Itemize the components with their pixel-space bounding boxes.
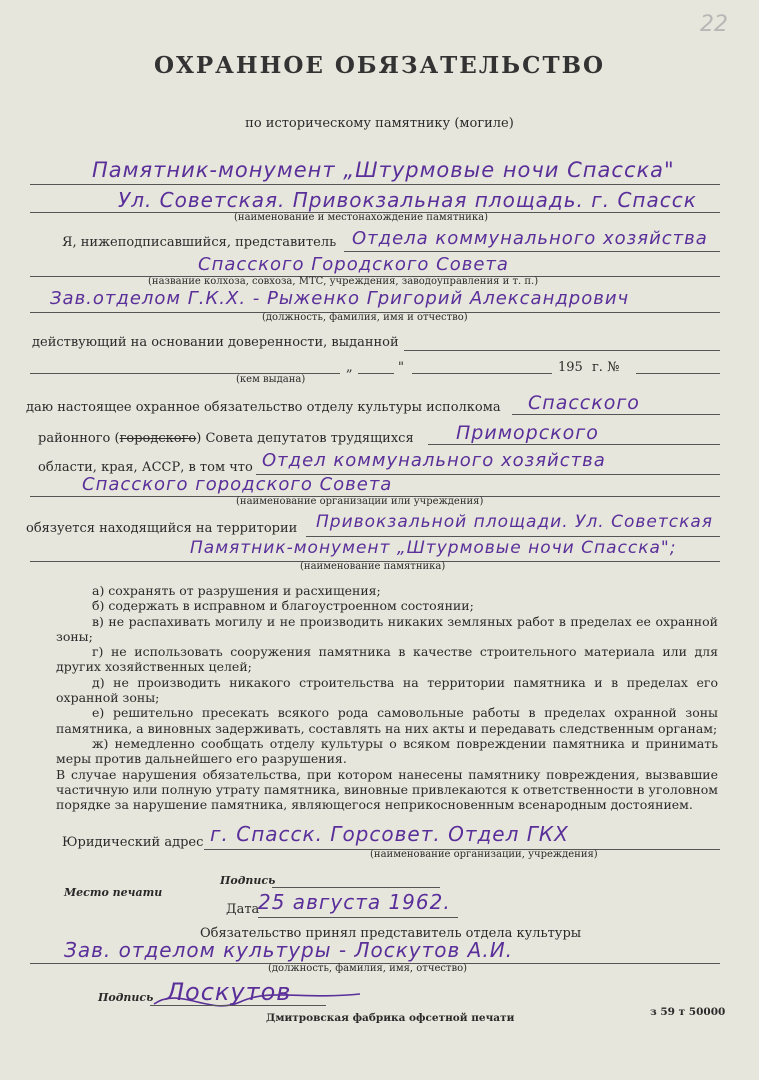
clause-v: в) не распахивать могилу и не производить никаких земляных работ в пределах ее охранной зоны; — [56, 613, 718, 644]
violation-paragraph: В случае нарушения обязательства, при котором нанесены памятнику повреждения, вызвавшие частичную или полную утрату памятника, виновные привлекаются к ответственности в уголовном порядке за нарушение памятника, являющегося неприкосновенным всенародным достоянием. — [56, 766, 718, 813]
stamp-place-label: Место печати — [64, 886, 163, 899]
commitment-district-line — [512, 414, 720, 415]
district-suffix: ) Совета депутатов трудящихся — [196, 431, 414, 446]
territory-caption: (наименование памятника) — [300, 561, 446, 572]
territory-line-1 — [306, 536, 720, 537]
proxy-quote-close: " — [398, 360, 404, 375]
document-subtitle: по историческому памятнику (могиле) — [245, 116, 514, 131]
footer-printer: Дмитровская фабрика офсетной печати — [266, 1012, 515, 1024]
representative-line-1 — [344, 251, 720, 252]
proxy-quote-open: „ — [346, 360, 353, 375]
commitment-line-3: области, края, АССР, в том что — [38, 460, 253, 475]
commitment-region-line — [428, 444, 720, 445]
representative-org-caption: (название колхоза, совхоза, МТС, учреждения, заводоуправления и т. п.) — [148, 276, 539, 287]
corner-number: 22 — [700, 12, 728, 37]
clause-d: д) не производить никакого строительства на территории памятника и в пределах его охранной зоны; — [56, 674, 718, 706]
accepted-signature-line — [150, 1005, 326, 1006]
document-title: ОХРАННОЕ ОБЯЗАТЕЛЬСТВО — [153, 52, 606, 79]
commitment-line-1: даю настоящее охранное обязательство отделу культуры исполкома — [26, 400, 501, 415]
proxy-line-day — [358, 373, 394, 374]
proxy-line-1 — [404, 350, 720, 351]
clause-e: е) решительно пресекать всякого рода самовольные работы в пределах охранной зоны памятника, а виновных задерживать, составлять на них акты и передавать следственным органам; — [56, 705, 718, 736]
clause-zh: ж) немедленно сообщать отделу культуры о всяком повреждении памятника и принимать меры против дальнейшего его разрушения. — [56, 735, 718, 767]
representative-org-2: Спасского Городского Совета — [198, 254, 509, 275]
proxy-label: действующий на основании доверенности, выданной — [32, 335, 399, 350]
clause-a: а) сохранять от разрушения и расхищения; — [92, 583, 381, 598]
legal-address-caption: (наименование организации, учреждения) — [370, 849, 598, 860]
clause-b: б) содержать в исправном и благоустроенном состоянии; — [92, 598, 474, 614]
legal-address-label: Юридический адрес — [62, 835, 204, 850]
legal-address-value: г. Спасск. Горсовет. Отдел ГКХ — [210, 822, 569, 846]
accepted-signature: Лоскутов — [166, 978, 292, 1006]
monument-location: Ул. Советская. Привокзальная площадь. г. Спасск — [118, 188, 697, 212]
proxy-line-month — [412, 373, 552, 374]
monument-line-1 — [30, 184, 720, 185]
proxy-year: 195 — [558, 360, 583, 375]
territory-monument: Памятник-монумент „Штурмовые ночи Спасска"; — [190, 538, 677, 558]
struck-word: городского — [119, 431, 197, 446]
date-label: Дата — [226, 902, 260, 917]
commitment-district: Спасского — [528, 392, 640, 414]
date-line — [258, 917, 458, 918]
district-prefix: районного ( — [38, 431, 120, 446]
representative-org-1: Отдела коммунального хозяйства — [352, 228, 708, 249]
accepted-text: Обязательство принял представитель отдела культуры — [200, 926, 582, 941]
representative-person: Зав.отделом Г.К.Х. - Рыженко Григорий Александрович — [50, 288, 630, 309]
proxy-year-suffix: г. № — [592, 360, 620, 375]
commitment-org-caption: (наименование организации или учреждения) — [236, 496, 484, 507]
accepted-person: Зав. отделом культуры - Лоскутов А.И. — [64, 938, 514, 962]
footer-order: з 59 т 50000 — [650, 1006, 726, 1018]
commitment-org-2: Спасского городского Совета — [82, 474, 393, 495]
accepted-caption: (должность, фамилия, имя, отчество) — [268, 963, 468, 974]
clauses-block — [56, 583, 718, 812]
signature-line — [272, 887, 440, 888]
commitment-region: Приморского — [456, 422, 599, 444]
proxy-line-number — [636, 373, 720, 374]
date-value: 25 августа 1962. — [258, 890, 451, 914]
commitment-line-2 — [38, 431, 414, 446]
representative-person-caption: (должность, фамилия, имя и отчество) — [262, 312, 468, 323]
accepted-signature-label: Подпись — [98, 991, 154, 1004]
representative-prefix: Я, нижеподписавшийся, представитель — [62, 235, 337, 250]
territory-prefix: обязуется находящийся на территории — [26, 521, 298, 536]
clause-g: г) не использовать сооружения памятника в качестве строительного материала или для других хозяйственных целей; — [56, 644, 718, 675]
commitment-org-1: Отдел коммунального хозяйства — [262, 450, 606, 471]
proxy-issued-caption: (кем выдана) — [236, 374, 306, 385]
territory-location: Привокзальной площади. Ул. Советская — [316, 512, 713, 532]
monument-name: Памятник-монумент „Штурмовые ночи Спасска" — [92, 158, 675, 182]
monument-caption: (наименование и местонахождение памятника) — [234, 212, 488, 223]
signature-label: Подпись — [220, 874, 276, 887]
